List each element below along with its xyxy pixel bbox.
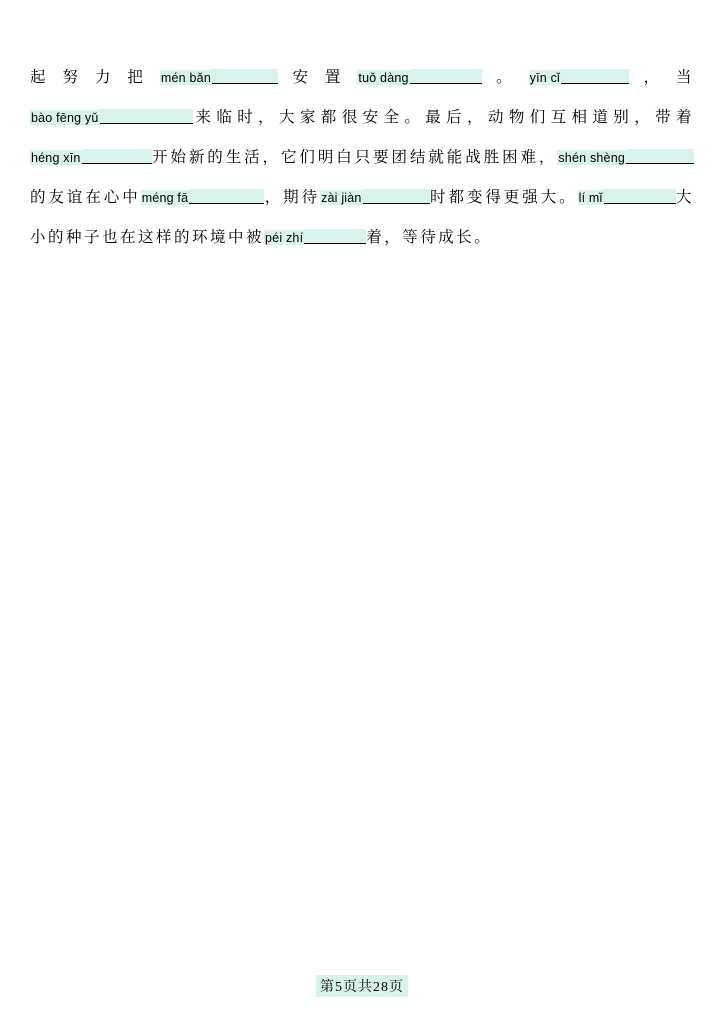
answer-blank-line[interactable]	[626, 149, 694, 164]
paragraph-text: ，当	[629, 69, 694, 86]
answer-blank-line[interactable]	[212, 69, 278, 84]
pinyin-hint: bào fēng yǔ	[31, 111, 99, 125]
answer-blank-line[interactable]	[604, 189, 676, 204]
pinyin-blank[interactable]	[320, 178, 430, 218]
pinyin-hint: mén bǎn	[160, 71, 211, 85]
answer-blank-line[interactable]	[304, 229, 366, 244]
paragraph-text: ，期待	[264, 189, 321, 206]
pinyin-blank[interactable]	[357, 58, 481, 98]
pinyin-hint: héng xīn	[31, 151, 81, 165]
answer-blank-line[interactable]	[100, 109, 193, 124]
pinyin-hint: méng fā	[141, 191, 189, 205]
pinyin-blank[interactable]	[557, 138, 694, 178]
pinyin-hint: shén shèng	[558, 151, 625, 165]
paragraph-text: 着，等待成长。	[366, 229, 493, 246]
pinyin-hint: zài jiàn	[321, 191, 362, 205]
answer-blank-line[interactable]	[410, 69, 482, 84]
paragraph-text: 安置	[277, 69, 358, 86]
pinyin-hint: tuǒ dàng	[358, 71, 409, 85]
paragraph-text: 。	[481, 69, 529, 86]
page-footer	[0, 975, 724, 997]
answer-blank-line[interactable]	[561, 69, 629, 84]
paragraph-text: 开始新的生活，它们明白只要团结就能战胜困难，	[151, 149, 558, 166]
pinyin-blank[interactable]	[578, 178, 676, 218]
page-number-label: 第5页共28页	[316, 975, 408, 997]
pinyin-hint: péi zhí	[265, 231, 304, 245]
paragraph-text: 时都变得更强大。	[429, 189, 578, 206]
pinyin-hint: yīn cǐ	[529, 71, 561, 85]
pinyin-blank[interactable]	[30, 98, 193, 138]
page-content	[30, 58, 694, 258]
pinyin-hint: lí mǐ	[578, 191, 603, 205]
pinyin-blank[interactable]	[30, 138, 152, 178]
answer-blank-line[interactable]	[363, 189, 430, 204]
paragraph-text: 大小的种子也在这样的环境中被	[30, 189, 694, 246]
fill-in-the-blank-paragraph	[30, 58, 694, 258]
paragraph-text: 来临时，大家都很安全。最后，动物们互相道别，带着	[192, 109, 694, 126]
pinyin-blank[interactable]	[160, 58, 278, 98]
pinyin-blank[interactable]	[141, 178, 265, 218]
answer-blank-line[interactable]	[189, 189, 264, 204]
answer-blank-line[interactable]	[82, 149, 152, 164]
paragraph-text: 的友谊在心中	[30, 189, 141, 206]
paragraph-text: 起努力把	[30, 69, 160, 86]
pinyin-blank[interactable]	[264, 218, 366, 258]
pinyin-blank[interactable]	[529, 58, 629, 98]
